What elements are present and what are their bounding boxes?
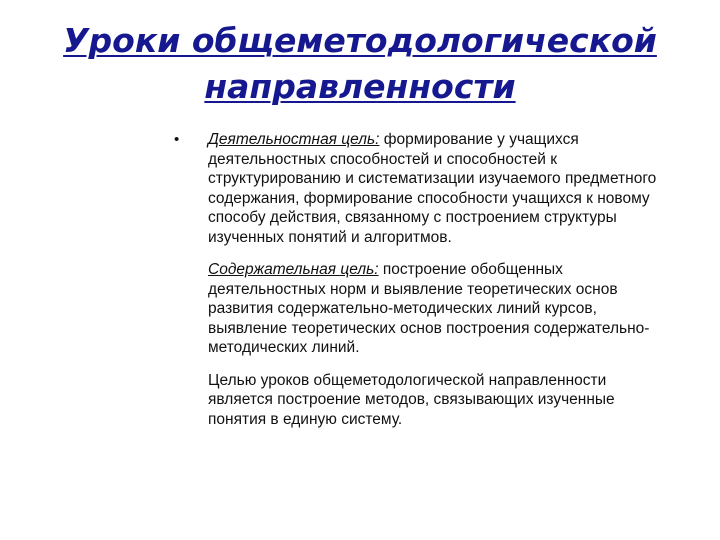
paragraph-content-goal — [160, 260, 660, 358]
content-goal-text: построение обобщенных деятельностных норм и выявление теоретических основ развития содержательно-методических линий курсов, выявление теоретических основ построения содержательно-методических линий. — [208, 261, 650, 356]
slide-title-line-2: направленности — [204, 67, 516, 106]
activity-goal-text: формирование у учащихся деятельностных способностей и способностей к структурированию и систематизации изучаемого предметного содержания, формирование способности учащихся к новому способу действия, связанному с построением структуры изученных понятий и алгоритмов. — [208, 131, 657, 246]
lesson-aim-text: Целью уроков общеметодологической направленности является построение методов, связывающих изученные понятия в единую систему. — [208, 371, 615, 428]
paragraph-activity-goal — [160, 130, 660, 247]
paragraph-lesson-aim — [160, 371, 660, 430]
slide-title — [40, 18, 680, 110]
bullet-icon: • — [174, 131, 180, 148]
activity-goal-label: Деятельностная цель: — [208, 131, 380, 148]
content-goal-label: Содержательная цель: — [208, 261, 379, 278]
slide-title-line-1: Уроки общеметодологической — [63, 21, 657, 60]
slide-content — [160, 130, 660, 429]
